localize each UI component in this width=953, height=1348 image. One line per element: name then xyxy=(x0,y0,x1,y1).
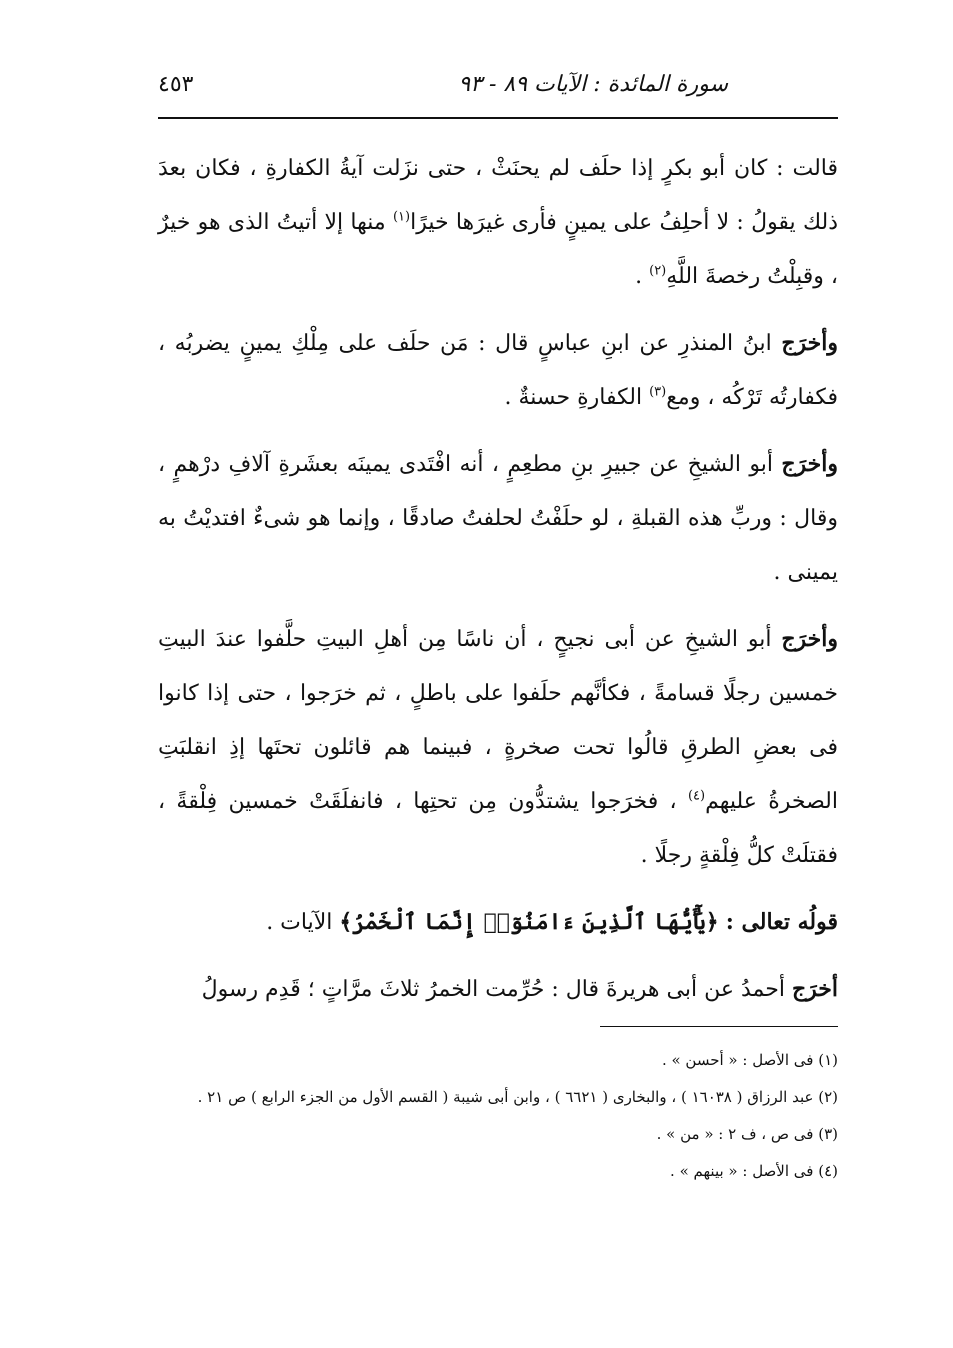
paragraph-text: قالت : كان أبو بكرٍ إذا حلَف لم يحنَثْ ، حتى نزَلت آيةُ الكفارةِ ، فكان بعدَ ذلك يقولُ : لا أحلِفُ على يمينٍ فأرى غيرَها خيرًا xyxy=(158,156,838,235)
paragraph-text: ابنُ المنذرِ عن ابنِ عباسٍ قال : مَن حلَف على مِلْكِ يمينٍ يضربُه ، فكفارتُه تَرْكُه ، ومع xyxy=(158,331,838,410)
running-title: سورة المائدة : الآيات ٨٩ - ٩٣ xyxy=(458,72,728,97)
paragraph-lead: قولُه تعالى : xyxy=(725,909,838,935)
main-text xyxy=(158,142,838,1017)
paragraph-text: الآيات . xyxy=(266,910,340,935)
paragraph-1 xyxy=(158,142,838,304)
paragraph-lead: وأخرَج xyxy=(781,330,838,356)
paragraph-4 xyxy=(158,612,838,883)
book-page xyxy=(158,0,838,1348)
footnote-separator xyxy=(600,1026,838,1027)
quran-verse: ﴿يَٰٓأَيُّهَا ٱلَّذِينَ ءَامَنُوٓا۟ إِنَّمَا ٱلْخَمْرُ﴾ xyxy=(339,909,719,935)
footnote-1: (١) فى الأصل : « أحسن » . xyxy=(661,1051,838,1069)
paragraph-6 xyxy=(158,962,838,1017)
paragraph-lead: أخرَج xyxy=(791,976,838,1002)
paragraph-text: الكفارةِ حسنةٌ . xyxy=(504,385,650,410)
footnotes xyxy=(158,1042,838,1190)
footnote-marker-1: (١) xyxy=(392,209,411,225)
footnote-2: (٢) عبد الرزاق ( ١٦٠٣٨ ) ، والبخارى ( ٦٦٢١ ) ، وابن أبى شيبة ( القسم الأول من الجزء الرابع ) ص ٢١ . xyxy=(197,1088,838,1106)
paragraph-text: ، فخرَجوا يشتدُّون مِن تحتِها ، فانفلَقَتْ خمسين فِلْقةً ، فقتلَتْ كلُّ فِلْقةٍ رجلًا . xyxy=(158,789,838,868)
footnote-3: (٣) فى ص ، ف ٢ : « من » . xyxy=(656,1125,838,1143)
page-number: ٤٥٣ xyxy=(158,72,194,97)
footnote-4: (٤) فى الأصل : « بينهم » . xyxy=(670,1162,838,1180)
paragraph-lead: وأخرَج xyxy=(781,451,838,477)
running-header xyxy=(158,68,838,108)
paragraph-text: أحمدُ عن أبى هريرةَ قال : حُرِّمت الخمرُ ثلاثَ مرَّاتٍ ؛ قَدِم رسولُ xyxy=(201,977,792,1002)
paragraph-text: منها إلا أتيتُ الذى هو خيرٌ ، وقبِلْتُ رخصةَ اللَّهِ xyxy=(158,210,838,289)
footnote-marker-3: (٣) xyxy=(649,384,667,400)
paragraph-3 xyxy=(158,437,838,600)
paragraph-2 xyxy=(158,316,838,425)
paragraph-text: أبو الشيخِ عن جبيرِ بنِ مطعِمٍ ، أنه افْتَدى يمينَه بعشَرةِ آلافِ درْهمٍ ، وقال : وربِّ هذه القبلةِ ، لو حلَفْتُ لحلفتُ صادقًا ، وإنما هو شىءٌ افتديْتُ به يمينى . xyxy=(158,452,838,585)
paragraph-text: . xyxy=(635,264,650,289)
footnote-marker-2: (٢) xyxy=(649,263,667,279)
header-rule xyxy=(158,117,838,119)
paragraph-text: أبو الشيخِ عن أبى نجيحٍ ، أن ناسًا مِن أهلِ البيتِ حلَّفوا عندَ البيتِ خمسين رجلًا قسامةً ، فكأنَّهم حلَفوا على باطلٍ ، ثم خرَجوا ، حتى إذا كانوا فى بعضِ الطرقِ قالُوا تحت صخرةٍ ، فبينما هم قائلون تحتَها إذِ انقلبَتِ الصخرةُ عليهم xyxy=(158,627,838,814)
paragraph-lead: وأخرَج xyxy=(781,626,838,652)
footnote-marker-4: (٤) xyxy=(687,788,706,804)
paragraph-5 xyxy=(158,895,838,950)
